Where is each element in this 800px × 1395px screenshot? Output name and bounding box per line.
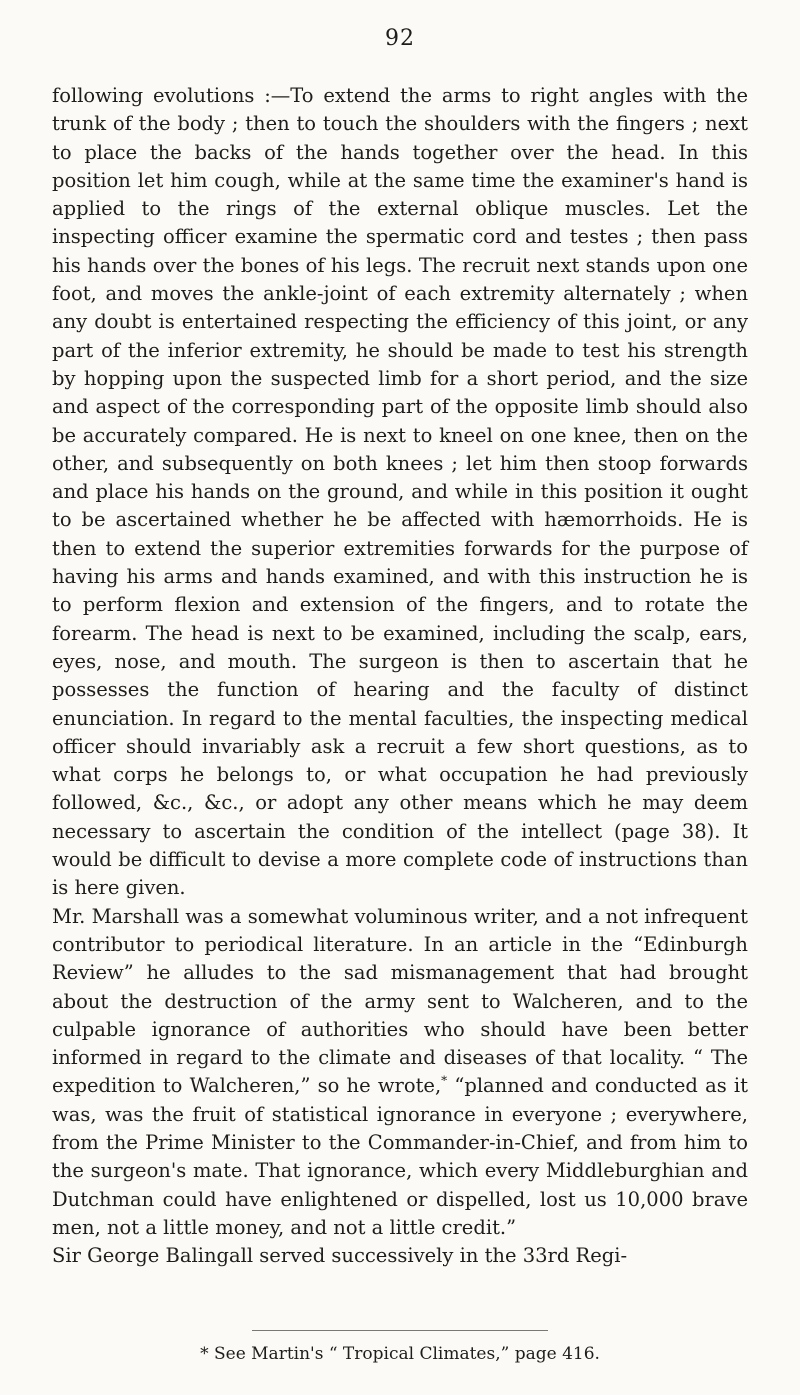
paragraph-examination-procedure: following evolutions :—To extend the arms to right angles with the trunk of the body ; then to touch the shoulders with the fingers ; next to place the backs of the hands together over the head. In this position let him cough, while at the same time the examiner's hand is applied to the rings of the external oblique muscles. Let the inspecting officer examine the spermatic cord and testes ; then pass his hands over the bones of his legs. The recruit next stands upon one foot, and moves the ankle-joint of each extremity alternately ; when any doubt is entertained respecting the efficiency of this joint, or any part of the inferior extremity, he should be made to test his strength by hopping upon the suspected limb for a short period, and the size and aspect of the corresponding part of the opposite limb should also be accurately compared. He is next to kneel on one knee, then on the other, and subsequently on both knees ; let him then stoop forwards and place his hands on the ground, and while in this position it ought to be ascertained whether he be affected with hæmorrhoids. He is then to extend the superior extremities forwards for the purpose of having his arms and hands examined, and with this instruction he is to perform flexion and extension of the fingers, and to rotate the forearm. The head is next to be examined, including the scalp, ears, eyes, nose, and mouth. The surgeon is then to ascertain that he possesses the function of hearing and the faculty of distinct enunciation. In regard to the mental faculties, the inspecting medical officer should invariably ask a recruit a few short questions, as to what corps he belongs to, or what occupation he had previously followed, &c., &c., or adopt any other means which he may deem necessary to ascertain the condition of the intellect (page 38). It would be difficult to devise a more complete code of instructions than is here given.	[52, 84, 748, 900]
paragraph-balingall: Sir George Balingall served successively in the 33rd Regi-	[52, 1244, 628, 1268]
book-page	[52, 0, 748, 1395]
paragraph-marshall-part-2: “planned and conducted as it was, was the fruit of statistical ignorance in everyone ; everywhere, from the Prime Minister to the Commander-in-Chief, and from him to the surgeon's mate. That ignorance, which every Middleburghian and Dutchman could have enlightened or dispelled, lost us 10,000 brave men, not a little money, and not a little credit.”	[52, 1074, 748, 1239]
footnote: * See Martin's “ Tropical Climates,” page 416.	[200, 1344, 600, 1364]
paragraph-marshall-part-1: Mr. Marshall was a somewhat voluminous writer, and a not infrequent contributor to periodical literature. In an article in the “Edinburgh Review” he alludes to the sad mismanagement that had brought about the destruction of the army sent to Walcheren, and to the culpable ignorance of authorities who should have been better informed in regard to the climate and diseases of that locality. “ The expedition to Walcheren,” so he wrote,	[52, 904, 748, 1098]
body-text	[52, 82, 748, 1270]
footnote-marker: *	[441, 1073, 448, 1088]
footnote-rule	[252, 1330, 548, 1331]
paragraph-marshall	[52, 903, 748, 1243]
page-number: 92	[385, 26, 415, 51]
